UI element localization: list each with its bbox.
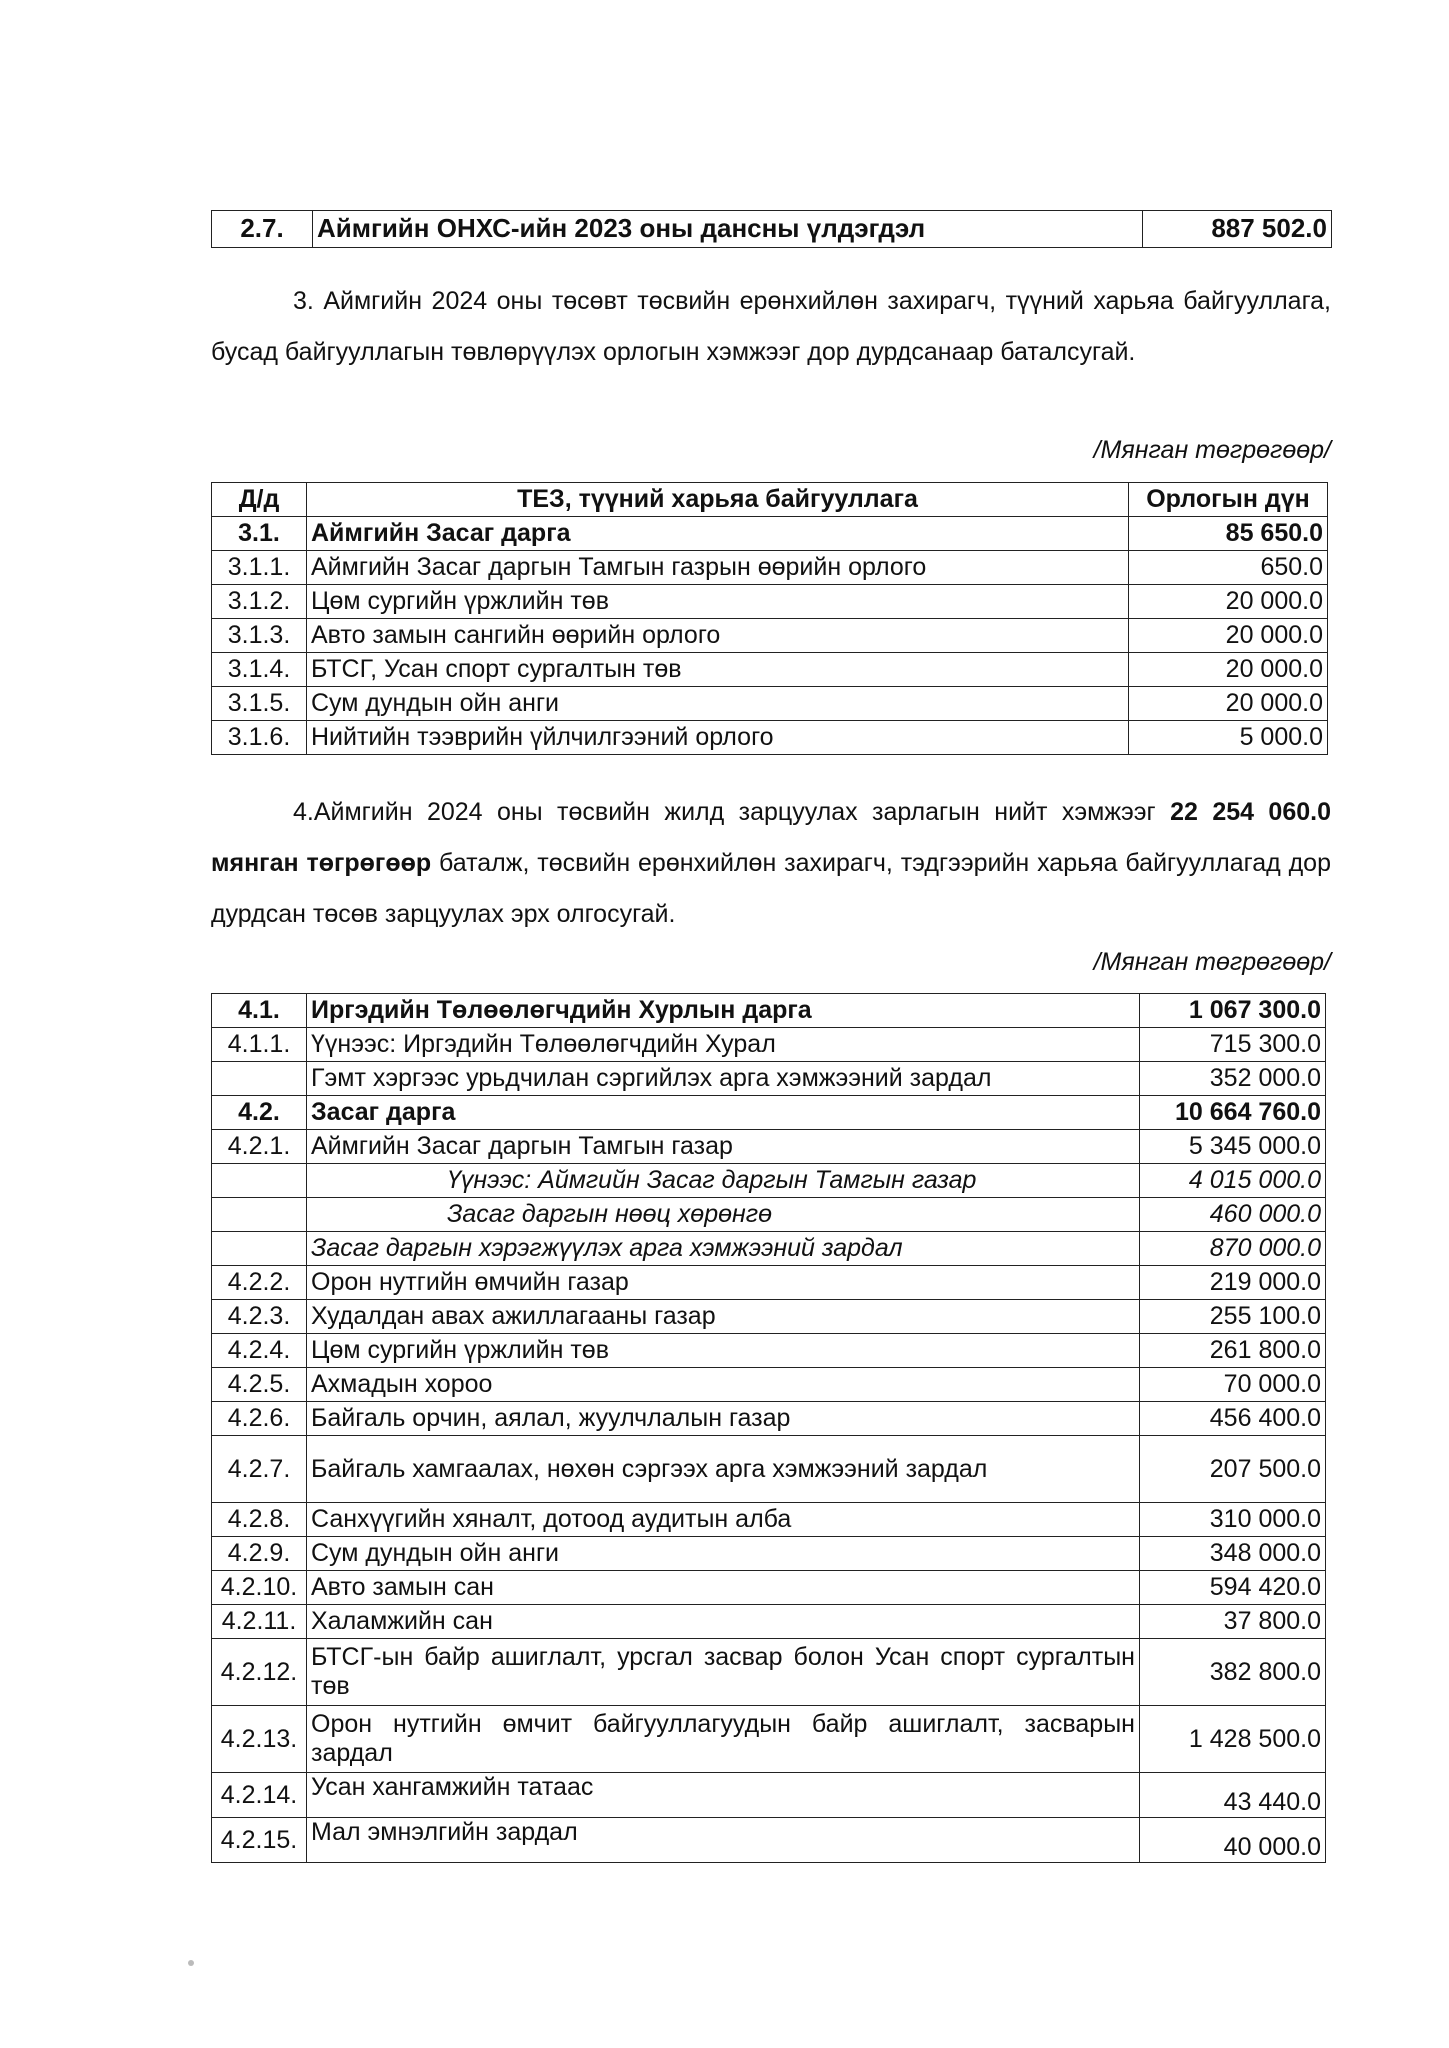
row-value: 715 300.0: [1140, 1028, 1326, 1062]
row-label: Аймгийн Засаг дарга: [307, 517, 1129, 551]
table-row: [212, 1096, 1326, 1130]
row-number: 4.2.3.: [212, 1300, 307, 1334]
row-value: 20 000.0: [1129, 653, 1328, 687]
row-value: 20 000.0: [1129, 619, 1328, 653]
row-label: Иргэдийн Төлөөлөгчдийн Хурлын дарга: [307, 994, 1140, 1028]
table-row: [212, 211, 1332, 248]
row-value: 1 428 500.0: [1140, 1706, 1326, 1773]
row-value: 255 100.0: [1140, 1300, 1326, 1334]
table-row: [212, 1130, 1326, 1164]
row-label: Байгаль орчин, аялал, жуулчлалын газар: [307, 1402, 1140, 1436]
row-label: Авто замын сангийн өөрийн орлого: [307, 619, 1129, 653]
row-number: 4.1.: [212, 994, 307, 1028]
table-row: [212, 1164, 1326, 1198]
table-row: [212, 687, 1328, 721]
row-number: 3.1.4.: [212, 653, 307, 687]
revenue-table: [211, 482, 1328, 755]
row-label: Сум дундын ойн анги: [307, 687, 1129, 721]
row-value: 310 000.0: [1140, 1503, 1326, 1537]
balance-table: [211, 210, 1332, 248]
row-number: 4.2.1.: [212, 1130, 307, 1164]
row-label: Аймгийн Засаг даргын Тамгын газрын өөрийн орлого: [307, 551, 1129, 585]
table-row: [212, 1639, 1326, 1706]
table-header-row: [212, 483, 1328, 517]
row-label: Засаг даргын хэрэгжүүлэх арга хэмжээний зардал: [307, 1232, 1140, 1266]
row-label: БТСГ, Усан спорт сургалтын төв: [307, 653, 1129, 687]
row-number: 4.2.10.: [212, 1571, 307, 1605]
row-number: 4.2.9.: [212, 1537, 307, 1571]
table-row: [212, 1300, 1326, 1334]
total-amount: 22 254 060.0 мянган төгрөгөөр: [211, 798, 1331, 877]
table-row: [212, 721, 1328, 755]
table-row: [212, 653, 1328, 687]
row-value: 10 664 760.0: [1140, 1096, 1326, 1130]
row-value: 650.0: [1129, 551, 1328, 585]
row-value: 352 000.0: [1140, 1062, 1326, 1096]
row-number: 4.2.15.: [212, 1818, 307, 1863]
row-value: 594 420.0: [1140, 1571, 1326, 1605]
table-row: [212, 1368, 1326, 1402]
table-row: [212, 1198, 1326, 1232]
row-number: 4.2.: [212, 1096, 307, 1130]
row-label: Засаг дарга: [307, 1096, 1140, 1130]
row-label: Орон нутгийн өмчийн газар: [307, 1266, 1140, 1300]
row-number: 3.1.3.: [212, 619, 307, 653]
row-number: [212, 1198, 307, 1232]
row-number: 4.2.13.: [212, 1706, 307, 1773]
table-row: [212, 1062, 1326, 1096]
table-row: [212, 1773, 1326, 1818]
column-header-amount: Орлогын дүн: [1129, 483, 1328, 517]
table-row: [212, 1028, 1326, 1062]
row-number: 4.1.1.: [212, 1028, 307, 1062]
row-value: 870 000.0: [1140, 1232, 1326, 1266]
row-value: 1 067 300.0: [1140, 994, 1326, 1028]
row-label: Нийтийн тээврийн үйлчилгээний орлого: [307, 721, 1129, 755]
row-label: Халамжийн сан: [307, 1605, 1140, 1639]
table-row: [212, 1503, 1326, 1537]
row-number: 4.2.5.: [212, 1368, 307, 1402]
row-number: 4.2.7.: [212, 1436, 307, 1503]
row-number: [212, 1232, 307, 1266]
row-number: 4.2.6.: [212, 1402, 307, 1436]
table-row: [212, 1232, 1326, 1266]
row-label: Аймгийн ОНХС-ийн 2023 оны дансны үлдэгдэл: [313, 211, 1143, 248]
row-number: 4.2.12.: [212, 1639, 307, 1706]
row-label: Ахмадын хороо: [307, 1368, 1140, 1402]
unit-note: /Мянган төгрөгөөр/: [1093, 436, 1331, 464]
row-label: Цөм сургийн үржлийн төв: [307, 1334, 1140, 1368]
row-label: Засаг даргын нөөц хөрөнгө: [307, 1198, 1140, 1232]
row-label: Үүнээс: Аймгийн Засаг даргын Тамгын газар: [307, 1164, 1140, 1198]
paragraph-text: 4.Аймгийн 2024 оны төсвийн жилд зарцуулах зарлагын нийт хэмжээг: [293, 798, 1171, 826]
row-label: Үүнээс: Иргэдийн Төлөөлөгчдийн Хурал: [307, 1028, 1140, 1062]
table-row: [212, 1402, 1326, 1436]
row-value: 382 800.0: [1140, 1639, 1326, 1706]
row-number: [212, 1164, 307, 1198]
table-row: [212, 619, 1328, 653]
table-row: [212, 994, 1326, 1028]
scan-speck: [188, 1960, 194, 1966]
row-number: 4.2.11.: [212, 1605, 307, 1639]
row-number: 3.1.: [212, 517, 307, 551]
row-value: 261 800.0: [1140, 1334, 1326, 1368]
section-3-paragraph: 3. Аймгийн 2024 оны төсөвт төсвийн ерөнхийлөн захирагч, түүний харьяа байгууллага, бусад байгууллагын төвлөрүүлэх орлогын хэмжээг дор дурдсанаар баталсугай.: [211, 287, 1331, 366]
row-number: 4.2.2.: [212, 1266, 307, 1300]
row-value: 40 000.0: [1140, 1818, 1326, 1863]
row-value: 887 502.0: [1143, 211, 1332, 248]
row-label: БТСГ-ын байр ашиглалт, урсгал засвар болон Усан спорт сургалтын төв: [307, 1639, 1140, 1706]
row-label: Цөм сургийн үржлийн төв: [307, 585, 1129, 619]
row-label: Аймгийн Засаг даргын Тамгын газар: [307, 1130, 1140, 1164]
table-row: [212, 517, 1328, 551]
row-value: 43 440.0: [1140, 1773, 1326, 1818]
table-row: [212, 1266, 1326, 1300]
row-label: Усан хангамжийн татаас: [307, 1773, 1140, 1818]
table-row: [212, 1334, 1326, 1368]
table-row: [212, 1605, 1326, 1639]
row-number: 3.1.2.: [212, 585, 307, 619]
column-header-organization: ТЕЗ, түүний харьяа байгууллага: [307, 483, 1129, 517]
row-value: 5 000.0: [1129, 721, 1328, 755]
row-label: Санхүүгийн хяналт, дотоод аудитын алба: [307, 1503, 1140, 1537]
row-value: 219 000.0: [1140, 1266, 1326, 1300]
row-label: Гэмт хэргээс урьдчилан сэргийлэх арга хэмжээний зардал: [307, 1062, 1140, 1096]
row-value: 460 000.0: [1140, 1198, 1326, 1232]
row-value: 4 015 000.0: [1140, 1164, 1326, 1198]
row-number: 4.2.14.: [212, 1773, 307, 1818]
row-label: Авто замын сан: [307, 1571, 1140, 1605]
row-value: 5 345 000.0: [1140, 1130, 1326, 1164]
table-row: [212, 1537, 1326, 1571]
row-value: 456 400.0: [1140, 1402, 1326, 1436]
table-row: [212, 1818, 1326, 1863]
row-number: [212, 1062, 307, 1096]
row-value: 20 000.0: [1129, 687, 1328, 721]
row-value: 85 650.0: [1129, 517, 1328, 551]
row-number: 3.1.6.: [212, 721, 307, 755]
row-number: 2.7.: [212, 211, 313, 248]
row-value: 70 000.0: [1140, 1368, 1326, 1402]
table-row: [212, 585, 1328, 619]
row-number: 3.1.5.: [212, 687, 307, 721]
table-row: [212, 1436, 1326, 1503]
column-header-number: Д/д: [212, 483, 307, 517]
paragraph-text: баталж, төсвийн ерөнхийлөн захирагч, тэдгээрийн харьяа байгууллагад дор дурдсан төсөв зарцуулах эрх олгосугай.: [211, 849, 1331, 928]
table-row: [212, 1571, 1326, 1605]
row-label: Байгаль хамгаалах, нөхөн сэргээх арга хэмжээний зардал: [307, 1436, 1140, 1503]
expenditure-table: [211, 993, 1326, 1863]
table-row: [212, 551, 1328, 585]
table-row: [212, 1706, 1326, 1773]
row-value: 348 000.0: [1140, 1537, 1326, 1571]
unit-note: /Мянган төгрөгөөр/: [1093, 948, 1331, 976]
row-label: Сум дундын ойн анги: [307, 1537, 1140, 1571]
row-label: Орон нутгийн өмчит байгууллагуудын байр ашиглалт, засварын зардал: [307, 1706, 1140, 1773]
row-number: 4.2.8.: [212, 1503, 307, 1537]
row-number: 4.2.4.: [212, 1334, 307, 1368]
row-value: 20 000.0: [1129, 585, 1328, 619]
row-label: Мал эмнэлгийн зардал: [307, 1818, 1140, 1863]
row-value: 37 800.0: [1140, 1605, 1326, 1639]
section-4-paragraph: [211, 787, 1331, 940]
row-value: 207 500.0: [1140, 1436, 1326, 1503]
row-label: Худалдан авах ажиллагааны газар: [307, 1300, 1140, 1334]
row-number: 3.1.1.: [212, 551, 307, 585]
